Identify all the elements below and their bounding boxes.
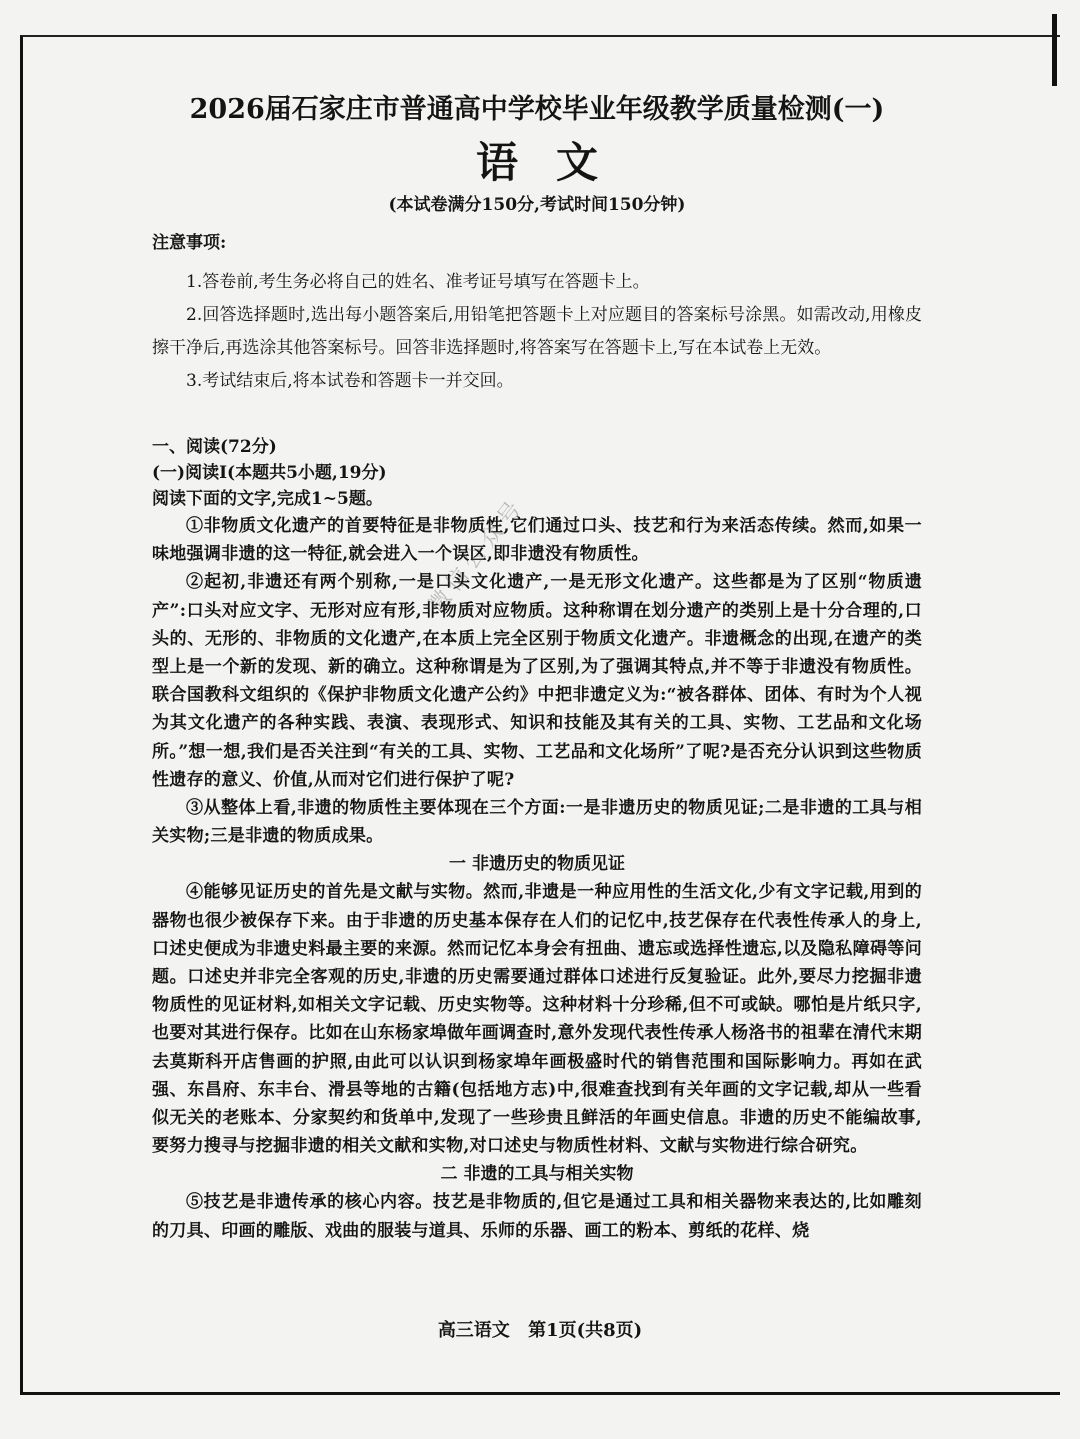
subject-title: 语文 (475, 138, 636, 187)
notice-heading: 注意事项: (152, 233, 227, 253)
page-content (152, 92, 922, 1245)
notice-item-1: 1.答卷前,考生务必将自己的姓名、准考证号填写在答题卡上。 (186, 272, 650, 292)
page-corner-mark (1052, 14, 1057, 86)
section-subtitle: (一)阅读Ⅰ(本题共5小题,19分) (152, 463, 387, 483)
passage-paragraph-2: ②起初,非遗还有两个别称,一是口头文化遗产,一是无形文化遗产。这些都是为了区别“物质遗产”:口头对应文字、无形对应有形,非物质对应物质。这种称谓在划分遗产的类别上是十分合理的,口头的、无形的、非物质的文化遗产,在本质上完全区别于物质文化遗产。非遗概念的出现,在遗产的类型上是一个新的发现、新的确立。这种称谓是为了区别,为了强调其特点,并不等于非遗没有物质性。联合国教科文组织的《保护非物质文化遗产公约》中把非遗定义为:“被各群体、团体、有时为个人视为其文化遗产的各种实践、表演、表现形式、知识和技能及其有关的工具、实物、工艺品和文化场所。”想一想,我们是否关注到“有关的工具、实物、工艺品和文化场所”了呢?是否充分认识到这些物质性遗存的意义、价值,从而对它们进行保护了呢? (152, 572, 922, 790)
section-title: 一、阅读(72分) (152, 437, 277, 457)
passage-heading-1: 一 非遗历史的物质见证 (449, 854, 625, 875)
notice-item-3: 3.考试结束后,将本试卷和答题卡一并交回。 (186, 371, 514, 391)
passage-paragraph-4: ④能够见证历史的首先是文献与实物。然而,非遗是一种应用性的生活文化,少有文字记载,用到的器物也很少被保存下来。由于非遗的历史基本保存在人们的记忆中,技艺保存在代表性传承人的身上,口述史便成为非遗史料最主要的来源。然而记忆本身会有扭曲、遗忘或选择性遗忘,以及隐私障碍等问题。口述史并非完全客观的历史,非遗的历史需要通过群体口述进行反复验证。此外,要尽力挖掘非遗物质性的见证材料,如相关文字记载、历史实物等。这种材料十分珍稀,但不可或缺。哪怕是片纸只字,也要对其进行保存。比如在山东杨家埠做年画调查时,意外发现代表性传承人杨洛书的祖辈在清代末期去莫斯科开店售画的护照,由此可以认识到杨家埠年画极盛时代的销售范围和国际影响力。再如在武强、东昌府、东丰台、滑县等地的古籍(包括地方志)中,很难查找到有关年画的文字记载,却从一些看似无关的老账本、分家契约和货单中,发现了一些珍贵且鲜活的年画史信息。非遗的历史不能编故事,要努力搜寻与挖掘非遗的相关文献和实物,对口述史与物质性材料、文献与实物进行综合研究。 (152, 882, 922, 1157)
page-footer (0, 1318, 1080, 1344)
passage-paragraph-3: ③从整体上看,非遗的物质性主要体现在三个方面:一是非遗历史的物质见证;二是非遗的工具与相关实物;三是非遗的物质成果。 (152, 798, 922, 847)
passage-heading-2: 二 非遗的工具与相关实物 (440, 1164, 634, 1185)
watermark: 微信公众号 (423, 492, 530, 619)
notice-item-2: 2.回答选择题时,选出每小题答案后,用铅笔把答题卡上对应题目的答案标号涂黑。如需改动,用橡皮擦干净后,再选涂其他答案标号。回答非选择题时,将答案写在答题卡上,写在本试卷上无效。 (152, 305, 922, 358)
exam-info: (本试卷满分150分,考试时间150分钟) (388, 195, 686, 215)
passage-paragraph-1: ①非物质文化遗产的首要特征是非物质性,它们通过口头、技艺和行为来活态传续。然而,如果一味地强调非遗的这一特征,就会进入一个误区,即非遗没有物质性。 (152, 516, 922, 565)
footer-subject: 高三语文 (437, 1320, 510, 1341)
footer-page-number: 第1页(共8页) (528, 1320, 643, 1341)
passage-paragraph-5: ⑤技艺是非遗传承的核心内容。技艺是非物质的,但它是通过工具和相关器物来表达的,比如雕刻的刀具、印画的雕版、戏曲的服装与道具、乐师的乐器、画工的粉本、剪纸的花样、烧 (152, 1192, 922, 1241)
section-instruction: 阅读下面的文字,完成1~5题。 (152, 489, 383, 509)
exam-title: 2026届石家庄市普通高中学校毕业年级教学质量检测(一) (189, 94, 885, 125)
